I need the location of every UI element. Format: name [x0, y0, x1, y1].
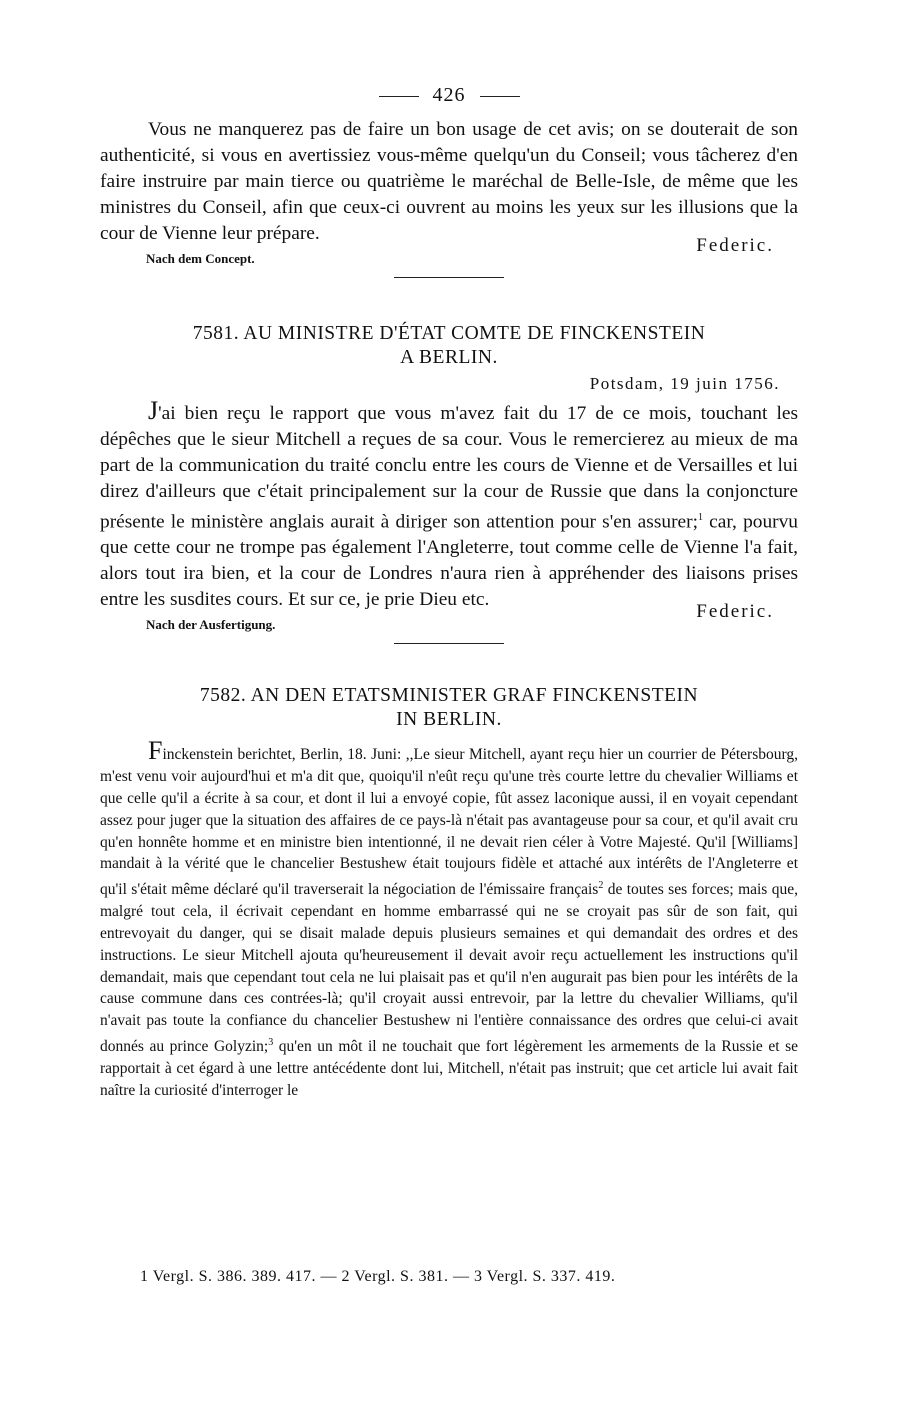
- document-page: [100, 84, 798, 1102]
- section-divider: [394, 643, 504, 644]
- page-number-dash-right: [480, 96, 520, 97]
- letter-7580-signature-row: [100, 235, 798, 271]
- page-number-text: 426: [432, 84, 466, 106]
- letter-7580-source: Nach dem Concept.: [146, 251, 255, 266]
- page-number: [100, 84, 798, 107]
- letter-7581-paragraph: [100, 398, 798, 613]
- letter-7582-paragraph: [100, 736, 798, 1101]
- letter-7581-text-b: car, pourvu que cette cour ne trompe pas également l'Angleterre, tout comme celle de Vienne l'a fait, alors tout ira bien, et la cour de Londres n'aura rien à appréhender des liaisons prises entre les susdites cours. Et sur ce, je prie Dieu etc.: [100, 511, 799, 611]
- letter-7581-heading-line2: A BERLIN.: [400, 347, 498, 368]
- letter-7581-dateline: Potsdam, 19 juin 1756.: [589, 374, 780, 393]
- page-number-dash-left: [379, 96, 419, 97]
- letter-7582-text-b: de toutes ses forces; mais que, malgré tout cela, il écrivait cependant en homme embarrassé qui ne se croyait pas sûr de son fait, qui entrevoyait du danger, qui se disait malade depuis plusieurs semaines et qui demandait des ordres et des instructions. Le sieur Mitchell ajouta qu'heureusement il devait avoir reçu actuellement les instructions qu'il demandait, mais que cependant tout cela ne lui plaisait pas et qu'il n'en augurait pas bien pour les intérêts de la cause commune dans ces contrées-là; qu'il croyait aussi entrevoir, par la lettre du chevalier Williams, qu'il n'avait pas toute la confiance du chancelier Bestushew ni l'entière connaissance des ordres que celui-ci avait donnés au prince Golyzin;: [100, 881, 798, 1056]
- letter-7582-heading-line2: IN BERLIN.: [396, 709, 502, 731]
- letter-7581-signature-row: [100, 601, 798, 637]
- letter-7582-text-a: inckenstein berichtet, Berlin, 18. Juni: ,,Le sieur Mitchell, ayant reçu hier un courrier de Pétersbourg, m'est venu voir aujourd'hui et m'a dit que, quoiqu'il n'eût reçu qu'une très courte lettre du chevalier Williams et que celle qu'il a écrite à sa cour, et dont il lui a envoyé copie, fût assez laconique aussi, il en voyait cependant assez pour juger que la situation des affaires de ce pays-là n'était pas avantageuse pour sa cour, et qu'il avait cru qu'en honnête homme et en ministre bien intentionné, il ne devait rien céler à Votre Majesté. Qu'il [Williams] mandait à la vérité que le chancelier Bestushew était toujours fidèle et attaché aux intérêts de l'Angleterre et qu'il s'était même déclaré qu'il traverserait la négociation de l'émissaire français: [100, 746, 798, 899]
- letter-7580-signature: Federic.: [696, 235, 774, 256]
- footnote-ref-3: 3: [268, 1036, 274, 1048]
- footnote-ref-1: 1: [697, 512, 703, 523]
- letter-7581-heading-line1: 7581. AU MINISTRE D'ÉTAT COMTE DE FINCKENSTEIN: [192, 323, 706, 344]
- letter-7580-body: [100, 117, 798, 247]
- letter-7580-paragraph: Vous ne manquerez pas de faire un bon usage de cet avis; on se douterait de son authenticité, si vous en avertissiez vous-même quelqu'un du Conseil; vous tâcherez d'en faire instruire par main tierce ou quatrième le maréchal de Belle-Isle, de même que les ministres du Conseil, afin que ceux-ci ouvrent au moins les yeux sur les illusions que la cour de Vienne leur prépare.: [100, 119, 798, 244]
- letter-7582-dropcap: F: [148, 736, 163, 766]
- letter-7581-source: Nach der Ausfertigung.: [146, 617, 276, 633]
- letter-7581-signature: Federic.: [696, 601, 774, 623]
- letter-7582-body: [100, 736, 798, 1101]
- letter-7581-text-a: 'ai bien reçu le rapport que vous m'avez fait du 17 de ce mois, touchant les dépêches que le sieur Mitchell a reçues de sa cour. Vous le remercierez au mieux de ma part de la communication du traité conclu entre les cours de Vienne et de Versailles et lui direz d'ailleurs que c'était principalement sur la cour de Russie que dans la conjoncture présente le ministère anglais aurait à diriger son attention pour s'en assurer;: [100, 403, 798, 533]
- letter-7582-heading-line1: 7582. AN DEN ETATSMINISTER GRAF FINCKENSTEIN: [199, 685, 699, 707]
- letter-7582-heading: [100, 684, 798, 732]
- letter-7582-text-c: qu'en un môt il ne touchait que fort légèrement les armements de la Russie et se rapportait à cet égard à une lettre antécédente dont lui, Mitchell, n'était pas instruit; que cet article lui avait fait naître la curiosité d'interroger le: [100, 1038, 798, 1099]
- letter-7581-body: [100, 398, 798, 613]
- footnotes: 1 Vergl. S. 386. 389. 417. — 2 Vergl. S. 381. — 3 Vergl. S. 337. 419.: [140, 1268, 616, 1285]
- footnote-ref-2: 2: [598, 880, 604, 892]
- letter-7581-heading: [100, 322, 798, 370]
- letter-7581-dropcap: J: [148, 396, 159, 425]
- section-divider: [394, 277, 504, 278]
